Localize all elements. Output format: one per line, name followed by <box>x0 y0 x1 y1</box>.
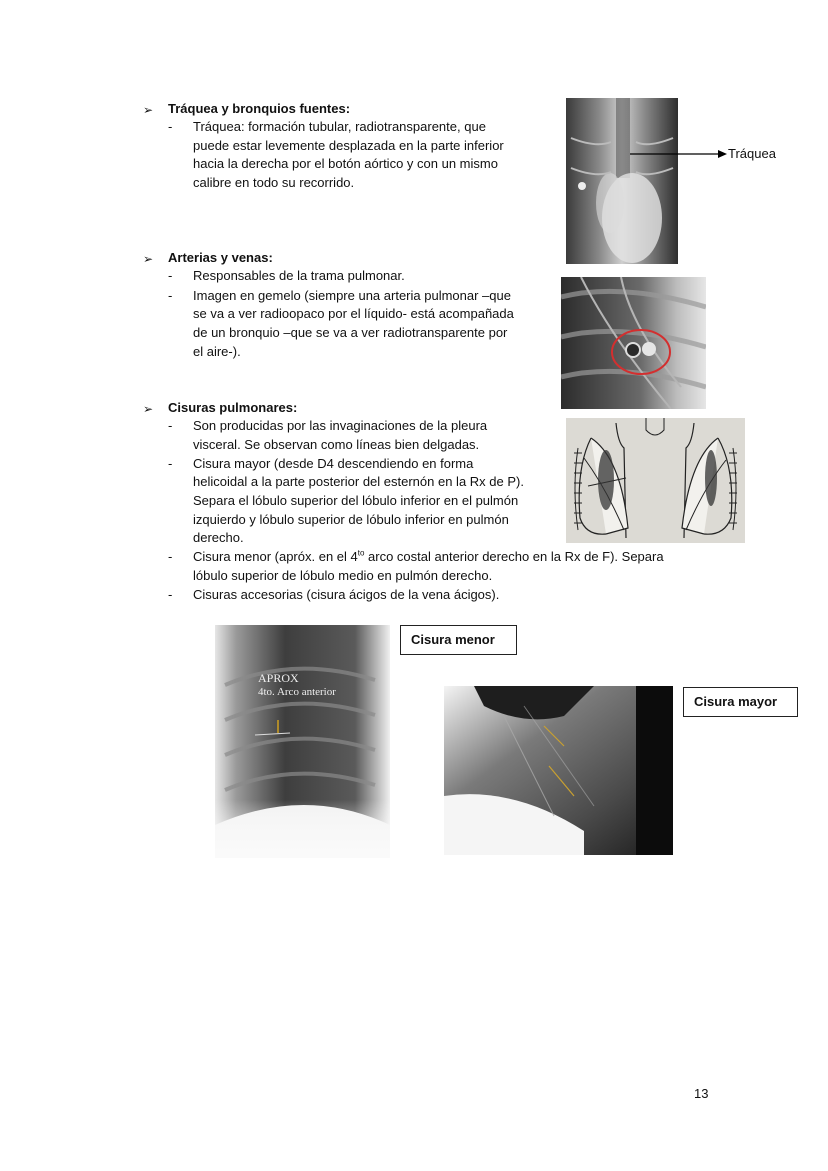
fissures-text-line: helicoidal a la parte posterior del esternón en la Rx de P). <box>193 474 524 489</box>
fissures-minor-line <box>193 548 664 567</box>
fissures-text-line: lóbulo superior de lóbulo medio en pulmón derecho. <box>193 568 493 583</box>
list-dash: - <box>168 268 173 283</box>
fissures-minor-sup: to <box>357 548 365 558</box>
trachea-text-line: hacia la derecha por el botón aórtico y con un mismo <box>193 156 498 171</box>
section-heading-fissures: Cisuras pulmonares: <box>168 400 298 415</box>
vessels-text-line: Imagen en gemelo (siempre una arteria pulmonar –que <box>193 288 511 303</box>
minor-fissure-label: Cisura menor <box>400 625 517 655</box>
page-number: 13 <box>694 1086 709 1101</box>
minor-overlay-text <box>258 671 336 699</box>
arrow-bullet-icon: ➢ <box>143 103 154 117</box>
trachea-xray-image <box>566 98 678 264</box>
trachea-text-line: Tráquea: formación tubular, radiotransparente, que <box>193 119 486 134</box>
fissures-minor-post: arco costal anterior derecho en la Rx de F). Separa <box>364 549 664 564</box>
fissures-text-line: izquierdo y lóbulo superior de lóbulo inferior en pulmón <box>193 512 509 527</box>
section-heading-trachea: Tráquea y bronquios fuentes: <box>168 101 351 116</box>
trachea-arrow-icon <box>630 148 728 160</box>
list-dash: - <box>168 288 173 303</box>
list-dash: - <box>168 418 173 433</box>
fissures-text-line: Cisura mayor (desde D4 descendiendo en forma <box>193 456 474 471</box>
vessels-text-line: Responsables de la trama pulmonar. <box>193 268 405 283</box>
trachea-text-line: puede estar levemente desplazada en la parte inferior <box>193 138 504 153</box>
section-heading-vessels: Arterias y venas: <box>168 250 273 265</box>
major-fissure-label: Cisura mayor <box>683 687 798 717</box>
minor-fissure-xray-image <box>215 625 390 858</box>
fissures-text-line: Separa el lóbulo superior del lóbulo inferior en el pulmón <box>193 493 519 508</box>
minor-overlay-line: 4to. Arco anterior <box>258 686 336 698</box>
fissures-text-line: Son producidas por las invaginaciones de la pleura <box>193 418 488 433</box>
major-fissure-xray-image <box>444 686 673 855</box>
minor-overlay-line: APROX <box>258 671 299 685</box>
vessels-text-line: el aire-). <box>193 344 241 359</box>
vessels-xray-image <box>561 277 706 409</box>
arrow-bullet-icon: ➢ <box>143 402 154 416</box>
fissures-text-line: derecho. <box>193 530 244 545</box>
trachea-text-line: calibre en todo su recorrido. <box>193 175 355 190</box>
list-dash: - <box>168 549 173 564</box>
fissures-text-line: visceral. Se observan como líneas bien delgadas. <box>193 437 480 452</box>
fissures-lung-diagram <box>566 418 745 543</box>
arrow-bullet-icon: ➢ <box>143 252 154 266</box>
vessels-text-line: se va a ver radioopaco por el líquido- está acompañada <box>193 306 514 321</box>
trachea-figure-label: Tráquea <box>728 146 776 161</box>
list-dash: - <box>168 119 173 134</box>
vessels-text-line: de un bronquio –que se va a ver radiotransparente por <box>193 325 508 340</box>
fissures-text-line: Cisuras accesorias (cisura ácigos de la vena ácigos). <box>193 587 500 602</box>
list-dash: - <box>168 456 173 471</box>
fissures-minor-pre: Cisura menor (apróx. en el 4 <box>193 549 358 564</box>
list-dash: - <box>168 587 173 602</box>
